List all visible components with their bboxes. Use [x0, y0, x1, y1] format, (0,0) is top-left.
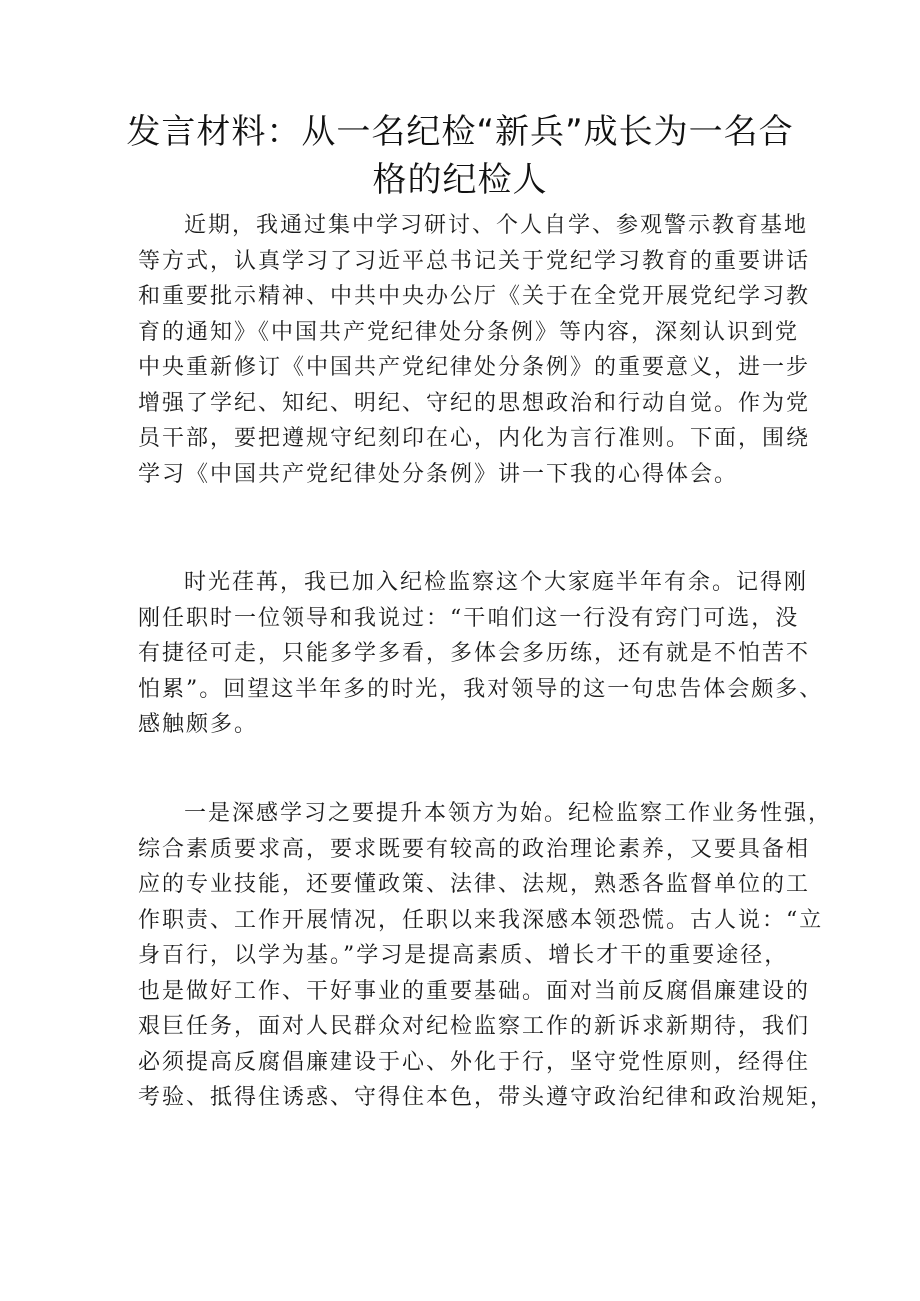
paragraph-line: 综合素质要求高，要求既要有较高的政治理论素养，又要具备相 — [138, 836, 811, 862]
paragraph-line: 身百行，以学为基。”学习是提高素质、增长才干的重要途径， — [138, 943, 789, 968]
paragraph-line: 一是深感学习之要提升本领方为始。纪检监察工作业务性强， — [184, 801, 833, 826]
paragraph-line: 中央重新修订《中国共产党纪律处分条例》的重要意义，进一步 — [138, 355, 811, 380]
paragraph-1 — [138, 208, 811, 492]
paragraph-line: 作职责、工作开展情况，任职以来我深感本领恐慌。古人说：“立 — [138, 907, 824, 933]
paragraph-3 — [138, 796, 835, 1116]
paragraph-line: 员干部，要把遵规守纪刻印在心，内化为言行准则。下面，围绕 — [138, 426, 811, 451]
paragraph-line: 艰巨任务，面对人民群众对纪检监察工作的新诉求新期待，我们 — [138, 1014, 811, 1039]
paragraph-line: 学习《中国共产党纪律处分条例》讲一下我的心得体会。 — [138, 461, 739, 487]
title-line-2: 格的纪检人 — [372, 160, 548, 200]
paragraph-line: 增强了学纪、知纪、明纪、守纪的思想政治和行动自觉。作为党 — [138, 390, 811, 416]
paragraph-line: 必须提高反腐倡廉建设于心、外化于行，坚守党性原则，经得住 — [138, 1049, 811, 1075]
paragraph-line: 也是做好工作、干好事业的重要基础。面对当前反腐倡廉建设的 — [138, 978, 811, 1004]
paragraph-line: 育的通知》《中国共产党纪律处分条例》等内容，深刻认识到党 — [138, 319, 800, 345]
title-line-1: 发言材料：从一名纪检“新兵”成长为一名合 — [126, 112, 794, 152]
document-title — [120, 108, 800, 204]
paragraph-line: 刚任职时一位领导和我说过：“干咱们这一行没有窍门可选，没 — [138, 605, 800, 631]
paragraph-2 — [138, 565, 824, 743]
paragraph-line: 近期，我通过集中学习研讨、个人自学、参观警示教育基地 — [184, 213, 809, 238]
paragraph-line: 怕累”。回望这半年多的时光，我对领导的这一句忠告体会颇多、 — [138, 676, 824, 702]
paragraph-line: 有捷径可走，只能多学多看，多体会多历练，还有就是不怕苦不 — [138, 641, 811, 666]
paragraph-line: 考验、抵得住诱惑、守得住本色，带头遵守政治纪律和政治规矩， — [138, 1085, 835, 1110]
paragraph-line: 等方式，认真学习了习近平总书记关于党纪学习教育的重要讲话 — [138, 248, 811, 274]
paragraph-line: 应的专业技能，还要懂政策、法律、法规，熟悉各监督单位的工 — [138, 872, 811, 897]
paragraph-line: 时光荏苒，我已加入纪检监察这个大家庭半年有余。记得刚 — [184, 570, 809, 595]
paragraph-line: 感触颇多。 — [138, 712, 259, 737]
paragraph-line: 和重要批示精神、中共中央办公厅《关于在全党开展党纪学习教 — [138, 284, 811, 309]
